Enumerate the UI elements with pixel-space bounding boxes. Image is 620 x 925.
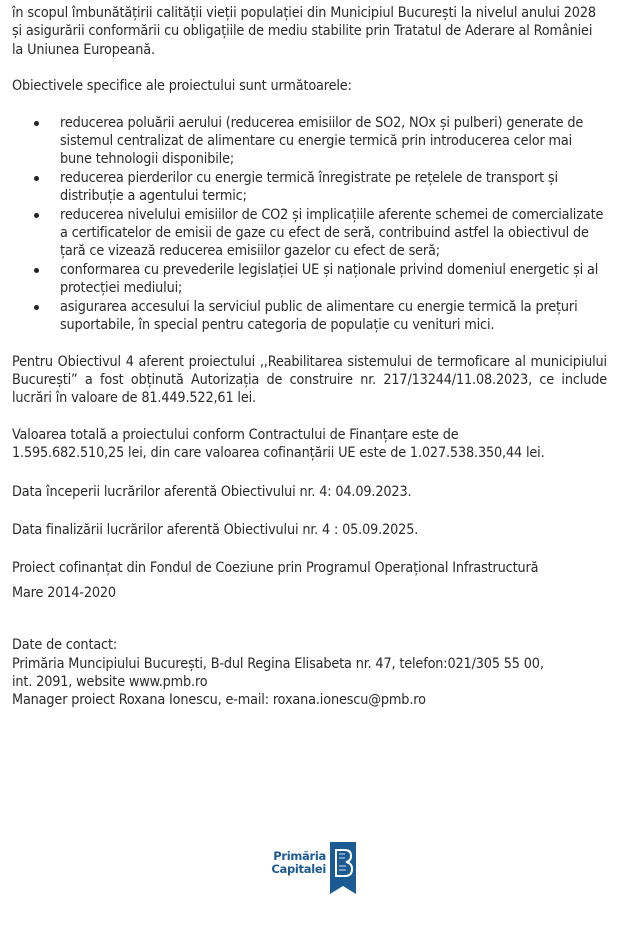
objectives-heading: Obiectivele specifice ale proiectului sunt următoarele:: [12, 78, 352, 95]
total-value-line-1: Valoarea totală a proiectului conform Contractului de Finanțare este de: [12, 426, 459, 443]
end-date: Data finalizării lucrărilor aferentă Obiectivului nr. 4 : 05.09.2025.: [12, 521, 419, 538]
primaria-capitalei-logo: [268, 842, 360, 894]
list-item: reducerea nivelului emisiilor de CO2 și implicațiile aferente schemei de comercializate a certificatelor de emisii de gaze cu efect de seră, contribuind astfel la obiectivul de țară ce vizează reducerea emisiilor gazelor cu efect de seră;: [12, 206, 607, 261]
total-value-line-2: 1.595.682.510,25 lei, din care valoarea cofinanțării UE este de 1.027.538.350,44 lei.: [12, 445, 545, 462]
list-item: conformarea cu prevederile legislației UE și naționale privind domeniul energetic și al protecției mediului;: [12, 261, 607, 298]
bullet-icon: [34, 213, 39, 218]
objectives-list: [12, 114, 607, 335]
bullet-icon: [34, 121, 39, 126]
contact-address: Primăria Muncipiului București, B-dul Regina Elisabeta nr. 47, telefon:021/305 55 00,: [12, 655, 544, 672]
intro-paragraph: în scopul îmbunătățirii calității vieții populației din Municipiul București la nivelul anului 2028 și asigurării conformării cu obligațiile de mediu stabilite prin Tratatul de Aderare al României la Uniunea Europeană.: [12, 5, 596, 58]
logo-text: Primăria Capitalei: [271, 849, 326, 876]
list-item: asigurarea accesului la serviciul public de alimentare cu energie termică la prețuri suportabile, în special pentru categoria de populație cu venituri mici.: [12, 298, 607, 335]
bullet-icon: [34, 305, 39, 310]
list-item: reducerea pierderilor cu energie termică înregistrate pe rețelele de transport și distribuție a agentului termic;: [12, 169, 607, 206]
funding-line-1: Proiect cofinanțat din Fondul de Coeziune prin Programul Operațional Infrastructură: [12, 560, 539, 577]
contact-manager: Manager proiect Roxana Ionescu, e-mail: roxana.ionescu@pmb.ro: [12, 692, 426, 709]
contact-phone-website: int. 2091, website www.pmb.ro: [12, 673, 208, 690]
bullet-icon: [34, 268, 39, 273]
bookmark-b-icon: [330, 842, 356, 894]
contact-heading: Date de contact:: [12, 637, 118, 654]
bullet-icon: [34, 176, 39, 181]
list-item: reducerea poluării aerului (reducerea emisiilor de SO2, NOx și pulberi) generate de sistemul centralizat de alimentare cu energie termică prin introducerea celor mai bune tehnologii disponibile;: [12, 114, 607, 169]
document-page: [12, 4, 607, 710]
funding-line-2: Mare 2014-2020: [12, 584, 116, 601]
start-date: Data începerii lucrărilor aferentă Obiectivului nr. 4: 04.09.2023.: [12, 483, 412, 500]
authorization-paragraph: Pentru Obiectivul 4 aferent proiectului ,,Reabilitarea sistemului de termoficare al municipiului București” a fost obținută Autorizația de construire nr. 217/13244/11.08.2023, ce include lucrări în valoare de 81.449.522,61 lei.: [12, 353, 607, 407]
